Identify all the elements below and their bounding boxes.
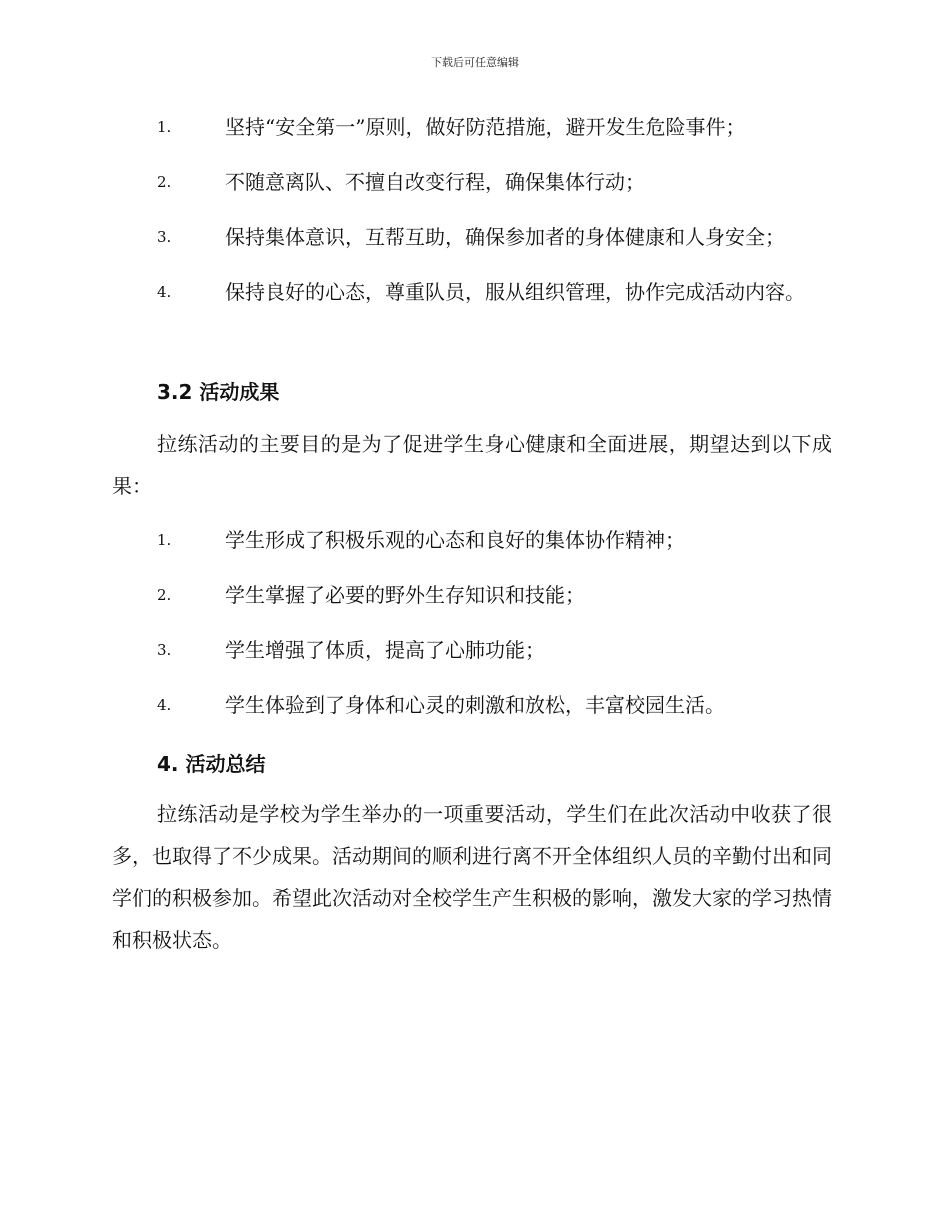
page-header: 下载后可任意编辑 bbox=[431, 56, 519, 69]
list-item-text: 学生增强了体质，提高了心肺功能； bbox=[225, 638, 545, 662]
list-item bbox=[112, 574, 832, 616]
section-heading: 4. 活动总结 bbox=[157, 752, 266, 776]
list-item bbox=[112, 161, 832, 203]
list-item-number: 3. bbox=[157, 228, 172, 246]
outcomes-list bbox=[112, 519, 832, 726]
list-item bbox=[112, 684, 832, 726]
list-item bbox=[112, 106, 832, 148]
section-heading: 3.2 活动成果 bbox=[157, 380, 280, 404]
list-item-text: 学生掌握了必要的野外生存知识和技能； bbox=[225, 583, 585, 607]
list-item-number: 1. bbox=[157, 531, 172, 549]
list-item bbox=[112, 629, 832, 671]
list-item-number: 3. bbox=[157, 641, 172, 659]
list-item-number: 4. bbox=[157, 696, 172, 714]
list-item-text: 学生体验到了身体和心灵的刺激和放松，丰富校园生活。 bbox=[225, 693, 725, 717]
list-item bbox=[112, 271, 832, 313]
summary-paragraph: 拉练活动是学校为学生举办的一项重要活动，学生们在此次活动中收获了很多，也取得了不少成果。活动期间的顺利进行离不开全体组织人员的辛勤付出和同学们的积极参加。希望此次活动对全校学生产生积极的影响，激发大家的学习热情和积极状态。 bbox=[112, 802, 832, 952]
list-item-text: 保持集体意识，互帮互助，确保参加者的身体健康和人身安全； bbox=[225, 225, 785, 249]
list-item bbox=[112, 519, 832, 561]
list-item-number: 4. bbox=[157, 283, 172, 301]
list-item bbox=[112, 216, 832, 258]
safety-rules-list bbox=[112, 106, 832, 313]
list-item-text: 坚持“安全第一”原则，做好防范措施，避开发生危险事件； bbox=[225, 115, 746, 139]
list-item-text: 保持良好的心态，尊重队员，服从组织管理，协作完成活动内容。 bbox=[225, 280, 805, 304]
list-item-text: 学生形成了积极乐观的心态和良好的集体协作精神； bbox=[225, 528, 685, 552]
list-item-number: 1. bbox=[157, 118, 172, 136]
section-intro-paragraph: 拉练活动的主要目的是为了促进学生身心健康和全面进展，期望达到以下成果： bbox=[112, 432, 832, 498]
list-item-number: 2. bbox=[157, 173, 172, 191]
list-item-text: 不随意离队、不擅自改变行程，确保集体行动； bbox=[225, 170, 645, 194]
list-item-number: 2. bbox=[157, 586, 172, 604]
